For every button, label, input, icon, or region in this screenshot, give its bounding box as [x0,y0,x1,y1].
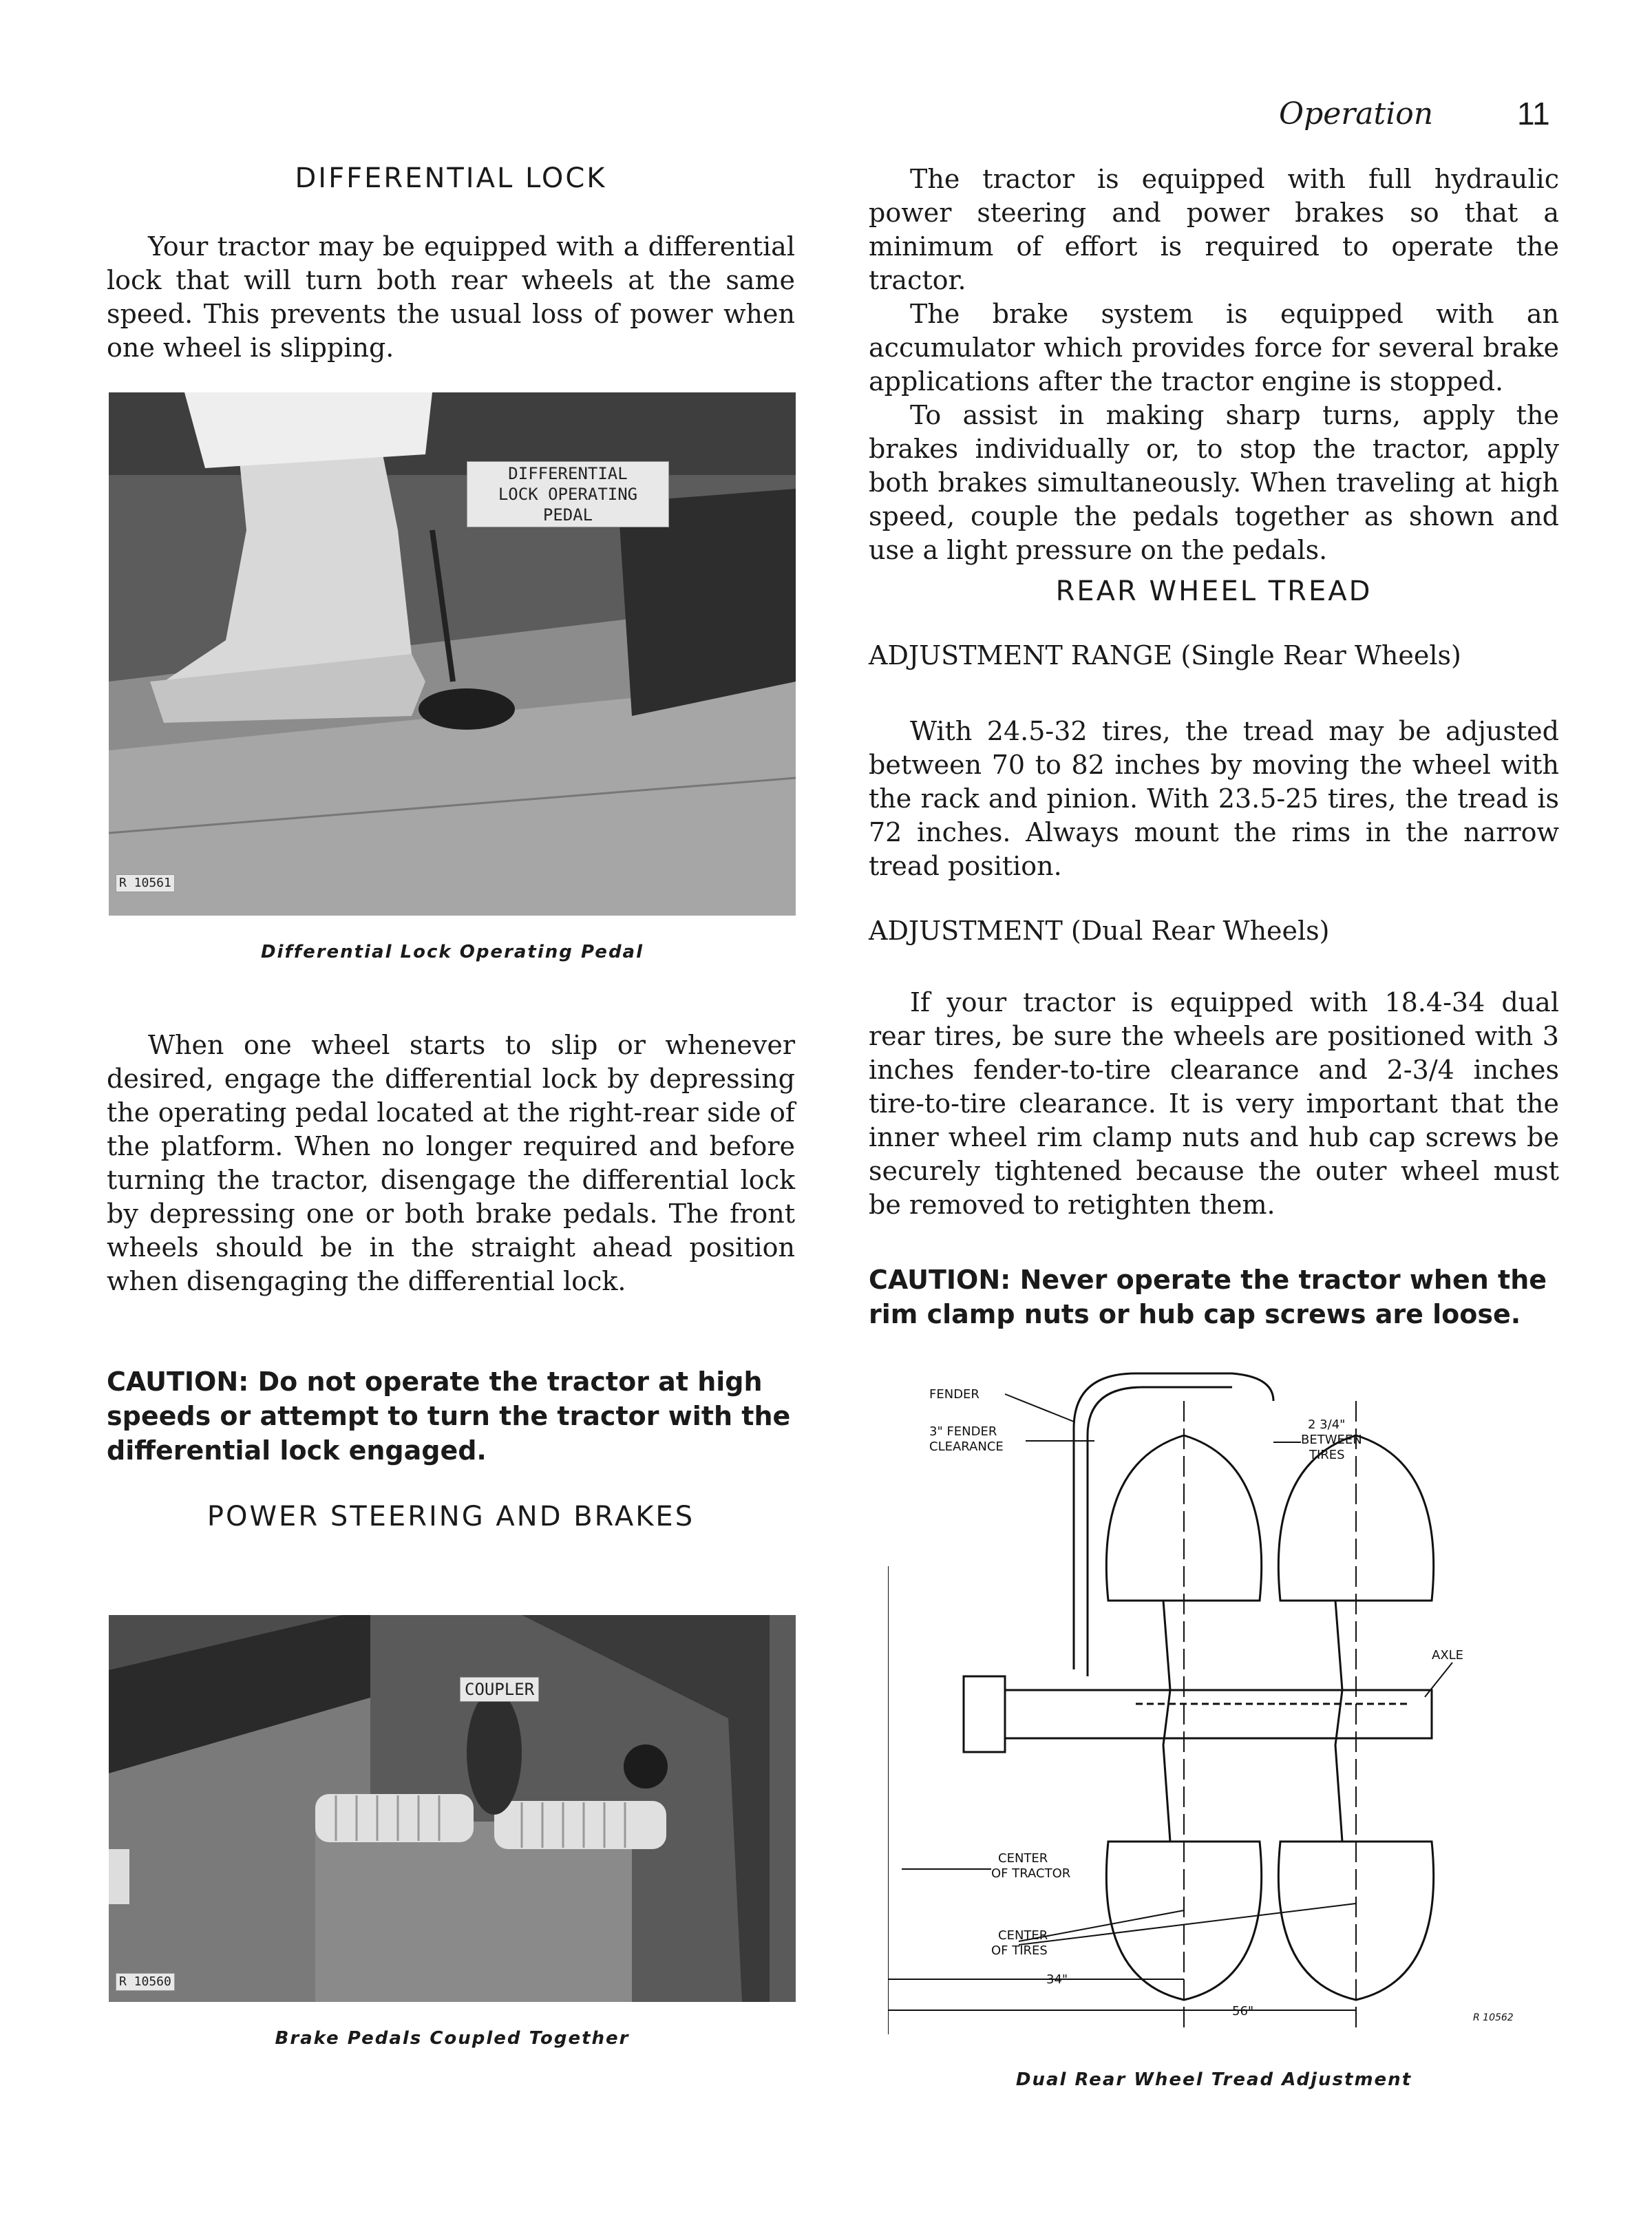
label-dim-34: 34" [1046,1972,1068,1987]
outer-tire-lower [1278,1842,1433,2000]
photo-ref-number: R 10561 [116,874,175,892]
photo-illustration [109,392,796,916]
dual-wheel-diagram [888,1360,1521,2041]
label-between-3: TIRES [1309,1448,1345,1462]
heading-differential-lock: DIFFERENTIAL LOCK [295,162,607,194]
running-header: Operation [1279,96,1434,131]
label-center-tires-2: OF TIRES [991,1943,1048,1958]
label-diagram-ref: R 10562 [1473,2012,1514,2023]
caption-photo-2: Brake Pedals Coupled Together [275,2028,630,2049]
dual-rear-paragraph [869,986,1559,1222]
photo-brake-pedals [109,1615,796,2002]
caution-differential: CAUTION: Do not operate the tractor at high speeds or attempt to turn the tractor with the differential lock engaged. [107,1367,791,1466]
label-fender-clearance-1: 3" FENDER [929,1424,997,1439]
label-center-tractor-2: OF TRACTOR [991,1866,1071,1881]
caption-photo-1: Differential Lock Operating Pedal [260,942,644,962]
photo-ref-number-2: R 10560 [116,1973,175,1991]
caution-rim-clamp: CAUTION: Never operate the tractor when the rim clamp nuts or hub cap screws are loose. [869,1265,1547,1329]
photo-label-line-3: PEDAL [542,505,593,525]
heading-rear-wheel-tread: REAR WHEEL TREAD [1055,576,1373,607]
photo-label-line-1: DIFFERENTIAL [508,464,628,483]
fender-outline [1074,1373,1273,1669]
diff-intro-paragraph [107,230,795,365]
photo-label-line-2: LOCK OPERATING [498,485,638,504]
page-number: 11 [1517,96,1550,131]
steering-text-3: To assist in making sharp turns, apply the brakes individually or, to stop the tractor, apply both brakes simultaneously. When traveling at high speed, couple the pedals together as shown and use a light pressure on the pedals. [869,400,1559,565]
diff-body-paragraph [107,1029,795,1298]
diff-body-text: When one wheel starts to slip or whenever desired, engage the differential lock by depressing the operating pedal located at the right-rear side of the platform. When no longer required and before turning the tractor, disengage the differential lock by depressing one or both brake pedals. The front wheels should be in the straight ahead position when disengaging the differential lock. [107,1030,795,1296]
heading-power-steering: POWER STEERING AND BRAKES [206,1501,695,1532]
label-axle: AXLE [1432,1648,1464,1663]
single-rear-paragraph [869,715,1559,883]
subheading-single-rear: ADJUSTMENT RANGE (Single Rear Wheels) [869,640,1461,671]
diff-intro-text: Your tractor may be equipped with a differential lock that will turn both rear wheels at the same speed. This prevents the usual loss of power when one wheel is slipping. [107,231,795,363]
photo-differential-lock-pedal [109,392,796,916]
steering-text-1: The tractor is equipped with full hydraulic power steering and power brakes so that a minimum of effort is required to operate the tractor. [869,164,1559,295]
label-dim-56: 56" [1232,2004,1254,2018]
photo-illustration-2 [109,1615,796,2002]
steering-paragraphs [869,162,1559,567]
label-between-2: BETWEEN [1301,1433,1362,1447]
label-fender: FENDER [929,1387,979,1402]
label-fender-clearance-2: CLEARANCE [929,1439,1004,1454]
diagram-drawing [888,1360,1521,2041]
subheading-dual-rear: ADJUSTMENT (Dual Rear Wheels) [869,916,1330,946]
photo-label-pedal [467,461,669,527]
label-center-tractor-1: CENTER [998,1851,1048,1866]
dual-rear-text: If your tractor is equipped with 18.4-34 dual rear tires, be sure the wheels are positioned with 3 inches fender-to-tire clearance and 2-3/4 inches tire-to-tire clearance. It is very important that the inner wheel rim clamp nuts and hub cap screws be securely tightened because the outer wheel must be removed to retighten them. [869,987,1559,1220]
photo-label-coupler: COUPLER [460,1677,539,1702]
caption-diagram: Dual Rear Wheel Tread Adjustment [1015,2069,1412,2090]
steering-text-2: The brake system is equipped with an accumulator which provides force for several brake applications after the tractor engine is stopped. [869,299,1559,397]
single-rear-text: With 24.5-32 tires, the tread may be adjusted between 70 to 82 inches by moving the wheel with the rack and pinion. With 23.5-25 tires, the tread is 72 inches. Always mount the rims in the narrow tread position. [869,716,1559,881]
label-center-tires-1: CENTER [998,1928,1048,1943]
label-between-1: 2 3/4" [1308,1417,1346,1432]
axle-housing [1005,1690,1432,1738]
